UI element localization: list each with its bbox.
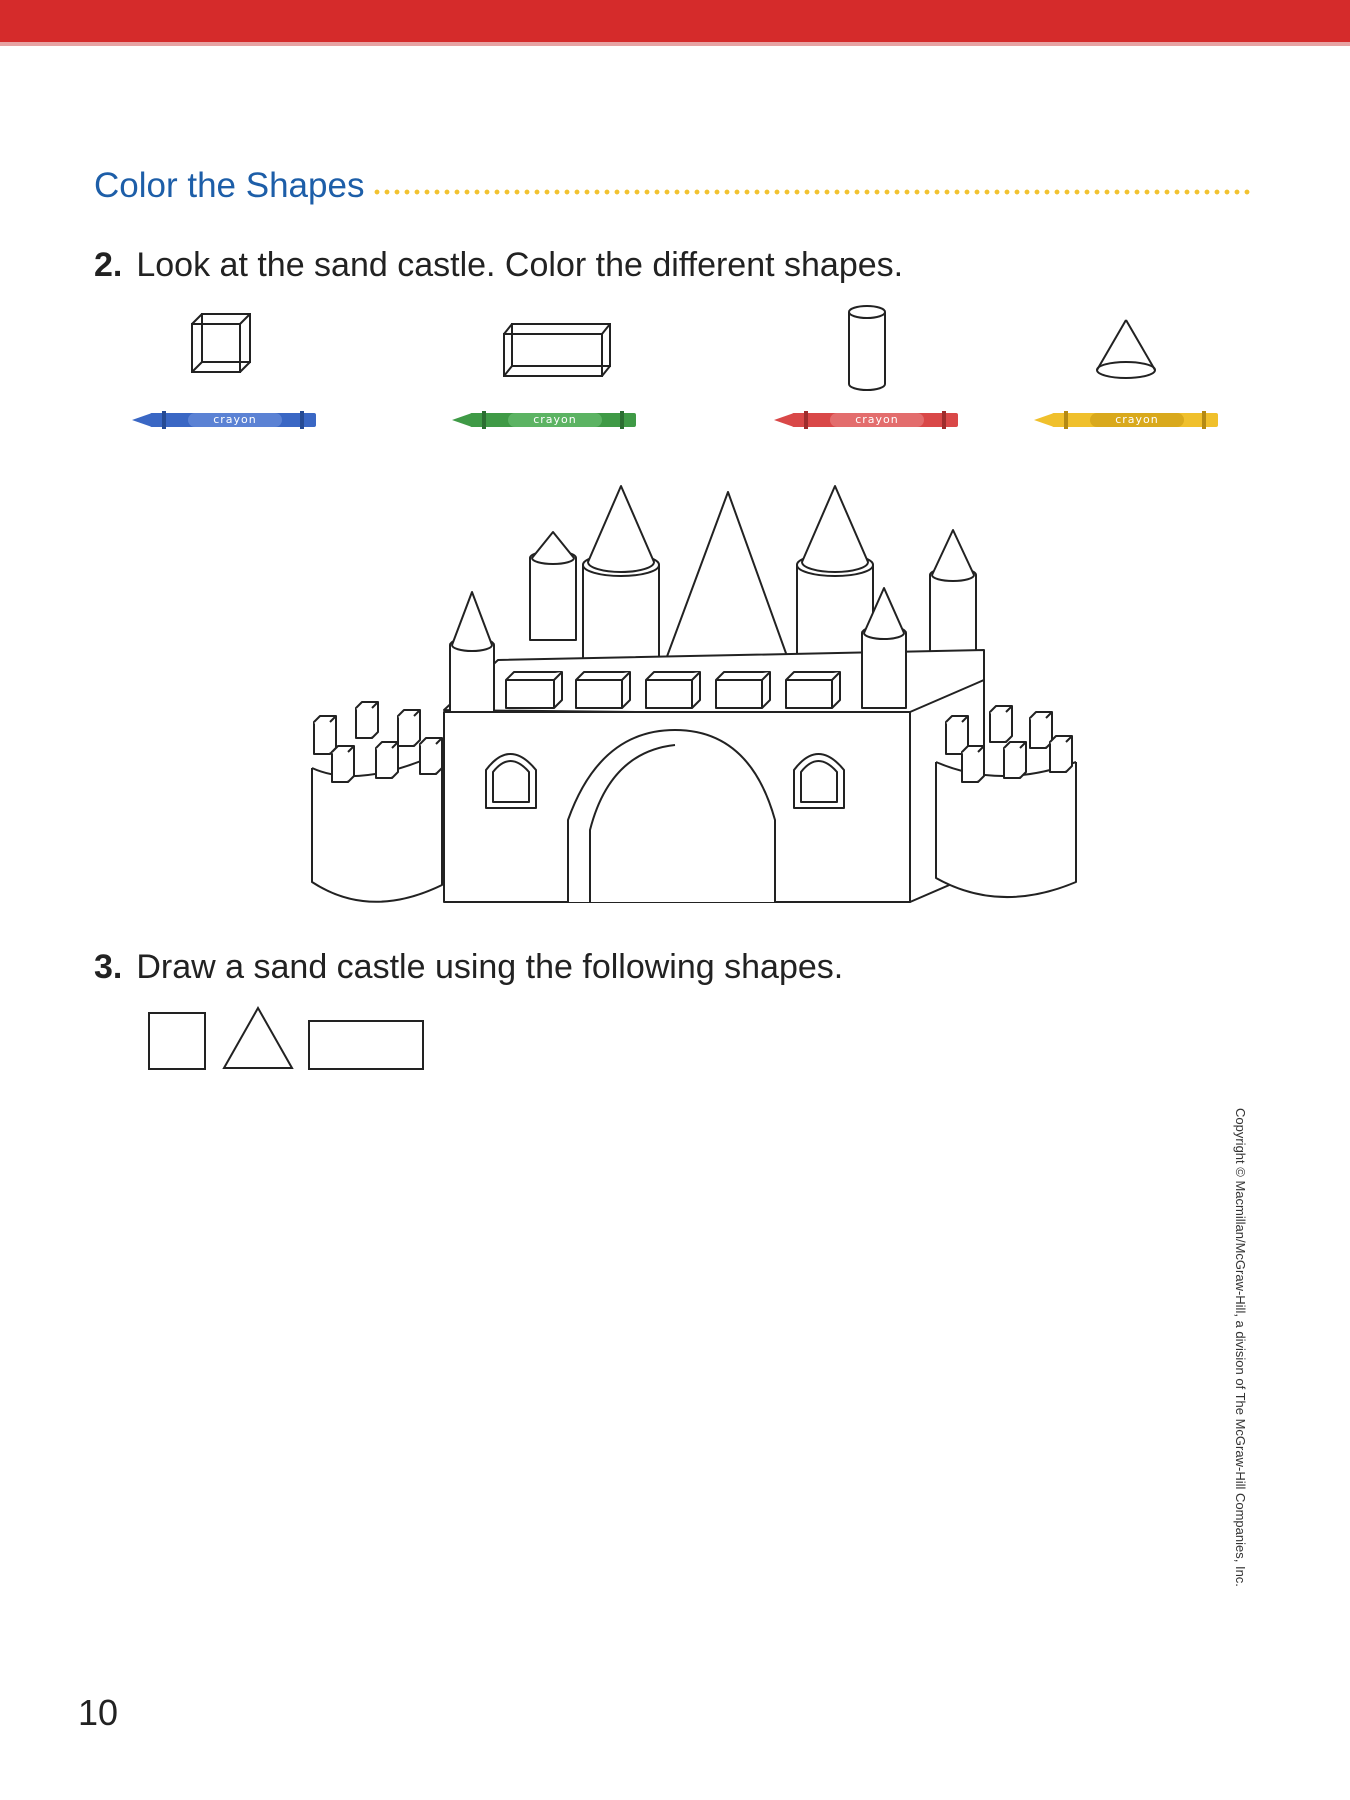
page-number: 10 [78, 1692, 119, 1733]
header-band-underline [0, 42, 1350, 46]
question-2 [94, 246, 903, 285]
square-icon [148, 1012, 206, 1070]
sand-castle-illustration [300, 490, 1090, 920]
section-title: Color the Shapes [94, 166, 365, 205]
triangle-icon [222, 1006, 294, 1070]
crayon-label: crayon [1090, 413, 1184, 427]
crayon-label: crayon [830, 413, 924, 427]
cylinder-icon [846, 304, 888, 394]
question-3-text: Draw a sand castle using the following shapes. [136, 948, 844, 986]
question-3-number: 3. [94, 948, 123, 986]
copyright-notice [1233, 1108, 1248, 1587]
yellow-crayon [1034, 410, 1224, 430]
blue-crayon [132, 410, 322, 430]
cube-icon [190, 312, 254, 374]
dotted-leader [372, 189, 1254, 195]
crayon-label: crayon [508, 413, 602, 427]
cone-icon [1094, 318, 1158, 380]
copyright-text: Copyright © Macmillan/McGraw-Hill, a division of The McGraw-Hill Companies, Inc. [1233, 1108, 1248, 1587]
question-2-text: Look at the sand castle. Color the different shapes. [136, 246, 904, 284]
green-crayon [452, 410, 642, 430]
question-3 [94, 948, 843, 987]
red-crayon [774, 410, 964, 430]
rectangular-prism-icon [502, 322, 614, 378]
crayon-label: crayon [188, 413, 282, 427]
section-heading [94, 166, 1254, 206]
header-band [0, 0, 1350, 42]
question-2-number: 2. [94, 246, 123, 284]
rectangle-icon [308, 1020, 424, 1070]
